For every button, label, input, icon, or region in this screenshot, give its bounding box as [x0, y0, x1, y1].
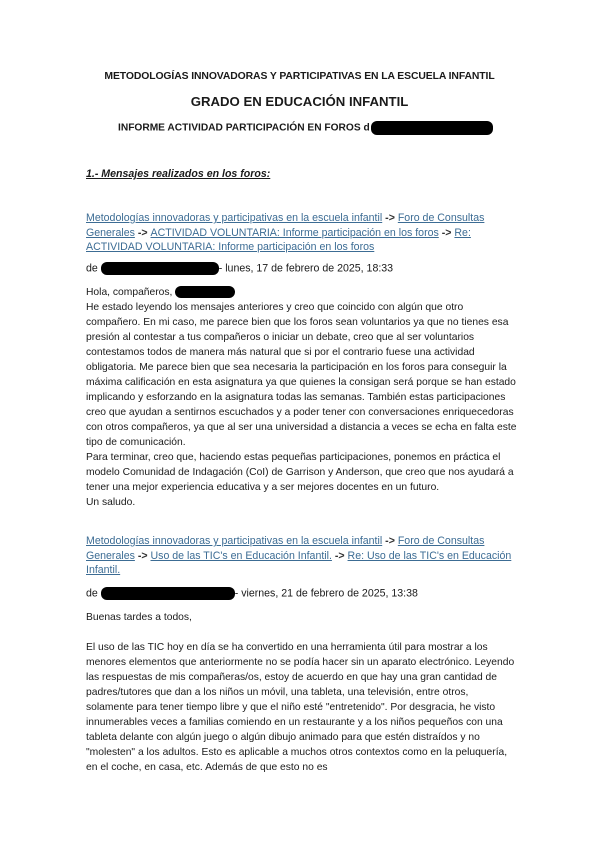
post-greeting: Buenas tardes a todos,	[86, 612, 192, 623]
crumb-link-thread[interactable]: Uso de las TIC's en Educación Infantil.	[150, 549, 332, 562]
report-title-text: INFORME ACTIVIDAD PARTICIPACIÓN EN FOROS d	[118, 122, 370, 134]
degree-title: GRADO EN EDUCACIÓN INFANTIL	[190, 94, 409, 109]
crumb-link-reply[interactable]: Re: Uso de las TIC's en Educación Infantil.	[86, 549, 512, 577]
post-greeting	[86, 285, 518, 300]
crumb-link-reply[interactable]: Re: ACTIVIDAD VOLUNTARIA: Informe participación en los foros	[86, 226, 471, 254]
crumb-link-forum[interactable]: Foro de Consultas Generales	[86, 212, 485, 239]
crumb-link-course[interactable]: Metodologías innovadoras y participativas en la escuela infantil	[86, 535, 383, 547]
redacted-author	[101, 262, 219, 275]
redacted-name	[371, 121, 493, 135]
meta-prefix: de	[86, 587, 101, 600]
section-title: 1.- Mensajes realizados en los foros:	[86, 168, 271, 180]
post-body	[86, 610, 518, 775]
post-paragraph: Un saludo.	[86, 497, 136, 508]
crumb-sep: ->	[438, 226, 455, 239]
report-title	[118, 121, 493, 135]
redacted-name	[175, 286, 235, 298]
greeting-text: Hola, compañeros,	[86, 287, 176, 298]
crumb-sep: ->	[134, 549, 151, 562]
post-paragraph: He estado leyendo los mensajes anteriores y creo que coincido con algún que otro compañero. En mi caso, me parece bien que los foros sean voluntarios ya que no tienes esa presión al contestar a tus compañeros o iniciar un debate, creo que al ser voluntarios contestamos todos de manera más natural que si por el contrario fuese una actividad obligatoria. Me parece bien que sea necesaria la participación en los foros para conseguir la máxima calificación en esta asignatura ya que quienes la consigan será porque se han estado implicando y esforzando en la asignatura todas las semanas. También estas participaciones creo que ayudan a sentirnos escuchados y a poder tener con conversaciones enriquecedoras con otros compañeros, ya que al ser una universidad a distancia a veces se echa en falta este tipo de comunicación.	[86, 302, 517, 448]
crumb-sep: ->	[134, 226, 151, 239]
crumb-link-forum[interactable]: Foro de Consultas Generales	[86, 535, 485, 562]
post-meta	[86, 587, 418, 600]
breadcrumb	[86, 211, 516, 255]
redacted-author	[101, 587, 235, 600]
crumb-link-course[interactable]: Metodologías innovadoras y participativas en la escuela infantil	[86, 212, 383, 224]
meta-date: - viernes, 21 de febrero de 2025, 13:38	[234, 587, 418, 600]
crumb-sep: ->	[382, 535, 398, 547]
crumb-link-thread[interactable]: ACTIVIDAD VOLUNTARIA: Informe participación en los foros	[150, 226, 439, 239]
post-paragraph: El uso de las TIC hoy en día se ha convertido en una herramienta útil para mostrar a los menores elementos que anteriormente no se podía hacer sin un aparato electrónico. Leyendo las respuestas de mis compañeras/os, estoy de acuerdo en que hay una gran cantidad de padres/tutores que dan a los niños un móvil, una tableta, una televisión, entre otros, solamente para tener tiempo libre y que el niño esté "entretenido". Por desgracia, he visto innumerables veces a familias comiendo en un restaurante y a los niños pequeños con una tableta delante con algún juego o algún dibujo animado para que estén distraídos y no "molesten" a los adultos. Esto es aplicable a muchos otros contextos como en la peluquería, en el coche, en casa, etc. Además de que esto no es	[86, 642, 515, 773]
post-paragraph: Para terminar, creo que, haciendo estas pequeñas participaciones, ponemos en práctica el modelo Comunidad de Indagación (CoI) de Garrison y Anderson, que creo que nos ayudará a tener una mejor experiencia educativa y a ser mejores docentes en un futuro.	[86, 452, 514, 493]
course-title: METODOLOGÍAS INNOVADORAS Y PARTICIPATIVAS EN LA ESCUELA INFANTIL	[104, 71, 495, 82]
breadcrumb	[86, 534, 516, 578]
crumb-sep: ->	[331, 549, 348, 562]
meta-prefix: de	[86, 262, 101, 275]
post-meta	[86, 262, 393, 275]
paragraph-gap	[86, 625, 518, 640]
meta-date: - lunes, 17 de febrero de 2025, 18:33	[218, 262, 394, 275]
post-body	[86, 285, 518, 510]
crumb-sep: ->	[382, 212, 398, 224]
